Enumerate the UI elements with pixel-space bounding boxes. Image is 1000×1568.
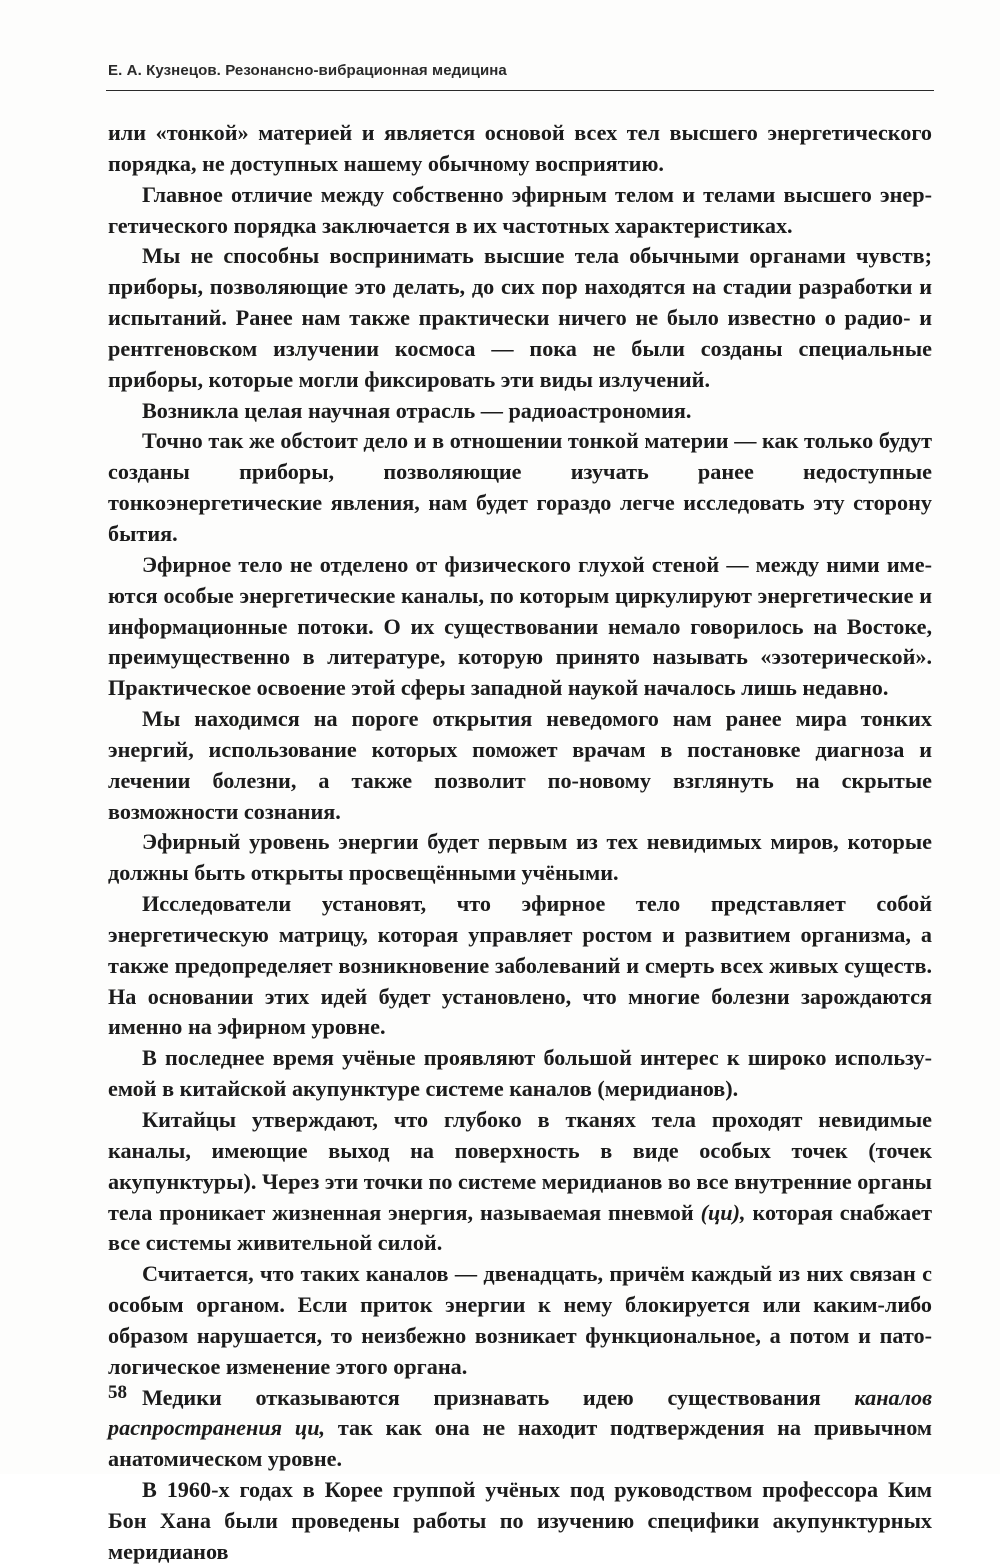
- paragraph-10: В последнее время учёные проявляют большой интерес к широко используемой в китайской акупунктуре системе каналов (меридианов).: [108, 1045, 932, 1102]
- paragraph-2: Главное отличие между собственно эфирным телом и телами высшего энергетического порядка заключается в их частотных характеристиках.: [108, 181, 932, 238]
- paragraph-11-italic: (ци),: [700, 1199, 746, 1225]
- paragraph-13-text-b: так как она не находит подтверждения на привычном анатомическом уровне.: [108, 1415, 932, 1472]
- paragraph-7: Мы находимся на пороге открытия неведомого нам ранее мира тонких энергий, использование которых поможет врачам в постановке диагноза и лечении болезни, а также позволит по-новому взглянуть на скрытые возможности сознания.: [108, 706, 932, 824]
- paragraph-11-text-b: которая снабжает все системы живительной силой.: [108, 1199, 932, 1256]
- paragraph-9: Исследователи установят, что эфирное тело представляет собой энергетическую матрицу, которая управляет ростом и развитием организма, а также предопределяет возникновение заболеваний и смерть всех живых существ. На основании этих идей будет установлено, что многие болезни зарождаются именно на эфирном уровне.: [108, 891, 932, 1040]
- page-number: 58: [108, 1382, 127, 1403]
- paragraph-11-text-a: Китайцы утверждают, что глубоко в тканях тела проходят невидимые каналы, имеющие выход на поверхность в виде особых точек (точек акупунктуры). Через эти точки по системе меридианов во все внутренние органы тела проникает жизненная энергия, называемая пневмой: [108, 1107, 932, 1225]
- paragraph-12: Считается, что таких каналов — двенадцать, причём каждый из них связан с особым органом. Если приток энергии к нему блокируется или каким-либо образом нарушается, то неизбежно возникает функциональное, а потом и патологическое изменение этого органа.: [108, 1261, 932, 1379]
- header-rule: [106, 90, 934, 91]
- paragraph-13-italic: каналов распространения ци,: [108, 1384, 932, 1441]
- body-text: [108, 118, 932, 1568]
- paragraph-5: Точно так же обстоит дело и в отношении тонкой материи — как только будут созданы приборы, позволяющие изучать ранее недоступные тонкоэнергетические явления, нам будет гораздо легче исследовать эту сторону бытия.: [108, 428, 932, 546]
- paragraph-1: или «тонкой» материей и является основой всех тел высшего энергетического порядка, не доступных нашему обычному восприятию.: [108, 120, 932, 176]
- paragraph-13: [108, 1383, 932, 1476]
- paragraph-14: В 1960-х годах в Корее группой учёных под руководством профессора Ким Бон Хана были проведены работы по изучению специфики акупунктурных меридианов: [108, 1477, 932, 1564]
- running-title: Е. А. Кузнецов. Резонансно-вибрационная медицина: [108, 62, 507, 79]
- paragraph-11: [108, 1105, 932, 1259]
- paragraph-4: Возникла целая научная отрасль — радиоастрономия.: [142, 397, 692, 423]
- paragraph-6: Эфирное тело не отделено от физического глухой стеной — между ними имеются особые энергетические каналы, по которым циркулируют энергетические и информационные потоки. О их существовании немало говорилось на Востоке, преимущественно в литературе, которую принято называть «эзотерической». Практическое освоение этой сферы западной наукой началось лишь недавно.: [108, 551, 932, 701]
- paragraph-8: Эфирный уровень энергии будет первым из тех невидимых миров, которые должны быть открыты просвещёнными учёными.: [108, 829, 932, 886]
- paragraph-3: Мы не способны воспринимать высшие тела обычными органами чувств; приборы, позволяющие это делать, до сих пор находятся на стадии разработки и испытаний. Ранее нам также практически ничего не было известно о радио- и рентгеновском излучении космоса — пока не были созданы специальные приборы, которые могли фиксировать эти виды излучений.: [108, 243, 932, 392]
- paragraph-13-text-a: Медики отказываются признавать идею существования: [142, 1384, 855, 1410]
